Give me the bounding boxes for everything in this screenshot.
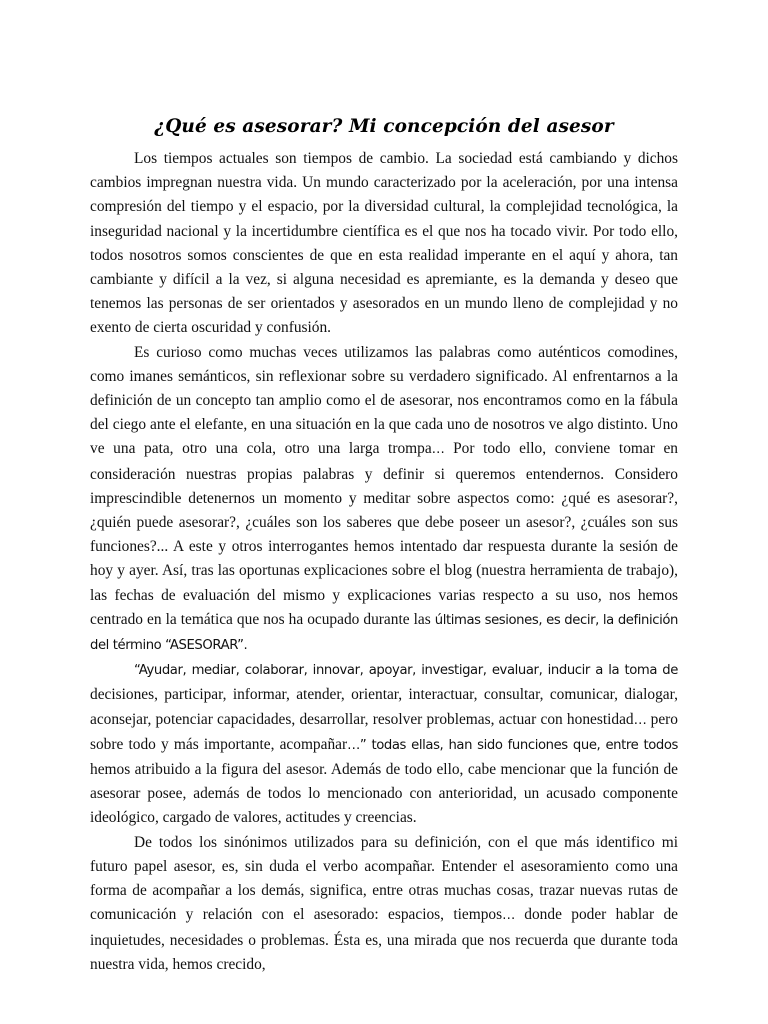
- paragraph-text-segment: De todos los sinónimos utilizados para su definición, con el que más identifico mi futuro papel asesor, es, sin duda el verbo acompañar. Entender el asesoramiento como una forma de acompañar a los demás, significa, entre otras muchas cosas, trazar nuevas rutas de comunicación y relación con el asesorado: espacios, tiempos: [90, 833, 678, 924]
- document-body: [90, 147, 678, 977]
- paragraph-text-segment: …” todas ellas, han sido funciones que, entre todos: [347, 737, 679, 753]
- paragraph-text-segment: …: [633, 712, 647, 728]
- paragraph-text-segment: donde poder hablar de inquietudes, necesidades o problemas. Ésta es, una mirada que nos recuerda que durante toda nuestra vida, hemos crecido,: [90, 906, 678, 973]
- paragraph: [90, 147, 678, 341]
- paragraph: [90, 341, 678, 659]
- document-title: ¿Qué es asesorar? Mi concepción del asesor: [154, 116, 614, 137]
- paragraph-text-segment: …: [431, 442, 445, 458]
- paragraph: [90, 831, 678, 977]
- paragraph-text-segment: Por todo ello, conviene tomar en consideración nuestras propias palabras y definir si queremos entendernos. Considero imprescindible detenernos un momento y meditar sobre aspectos como: ¿qué es asesorar?, ¿quién puede asesorar?, ¿cuáles son los saberes que debe poseer un asesor?, ¿cuáles son sus funciones?... A este y otros interrogantes hemos intentado dar respuesta durante la sesión de hoy y ayer. Así, tras las oportunas explicaciones sobre el blog (nuestra herramienta de trabajo), las fechas de evaluación del mismo y explicaciones varias respecto a su uso, nos hemos centrado en la temática que nos ha ocupado durante las: [90, 440, 678, 628]
- paragraph-text-segment: últimas sesiones, es decir, la definición del término “ASESORAR”.: [90, 612, 678, 654]
- paragraph-text-segment: decisiones, participar, informar, atender, orientar, interactuar, consultar, comunicar, dialogar, aconsejar, potenciar capacidades, desarrollar, resolver problemas, actuar con honestidad: [90, 686, 678, 728]
- paragraph-text-segment: pero sobre todo y más importante, acompañar: [90, 710, 678, 753]
- paragraph-text-segment: …: [502, 908, 515, 924]
- paragraph-text-segment: “Ayudar, mediar, colaborar, innovar, apoyar, investigar, evaluar, inducir a la toma de: [134, 663, 678, 679]
- paragraph: [90, 658, 678, 830]
- paragraph-text-segment: hemos atribuido a la figura del asesor. Además de todo ello, cabe mencionar que la función de asesorar posee, además de todos lo mencionado con anterioridad, un acusado componente ideológico, cargado de valores, actitudes y creencias.: [90, 761, 678, 827]
- paragraph-text-segment: Los tiempos actuales son tiempos de cambio. La sociedad está cambiando y dichos cambios impregnan nuestra vida. Un mundo caracterizado por la aceleración, por una intensa compresión del tiempo y el espacio, por la diversidad cultural, la complejidad tecnológica, la inseguridad nacional y la incertidumbre científica es el que nos ha tocado vivir. Por todo ello, todos nosotros somos conscientes de que en esta realidad imperante en el aquí y ahora, tan cambiante y difícil a la vez, si alguna necesidad es apremiante, es la demanda y deseo que tenemos las personas de ser orientados y asesorados en un mundo lleno de complejidad y no exento de cierta oscuridad y confusión.: [90, 150, 678, 337]
- paragraph-text-segment: Es curioso como muchas veces utilizamos las palabras como auténticos comodines, como imanes semánticos, sin reflexionar sobre su verdadero significado. Al enfrentarnos a la definición de un concepto tan amplio como el de asesorar, nos encontramos como en la fábula del ciego ante el elefante, en una situación en la que cada uno de nosotros ve algo distinto. Uno ve una pata, otro una cola, otro una larga trompa: [90, 343, 678, 458]
